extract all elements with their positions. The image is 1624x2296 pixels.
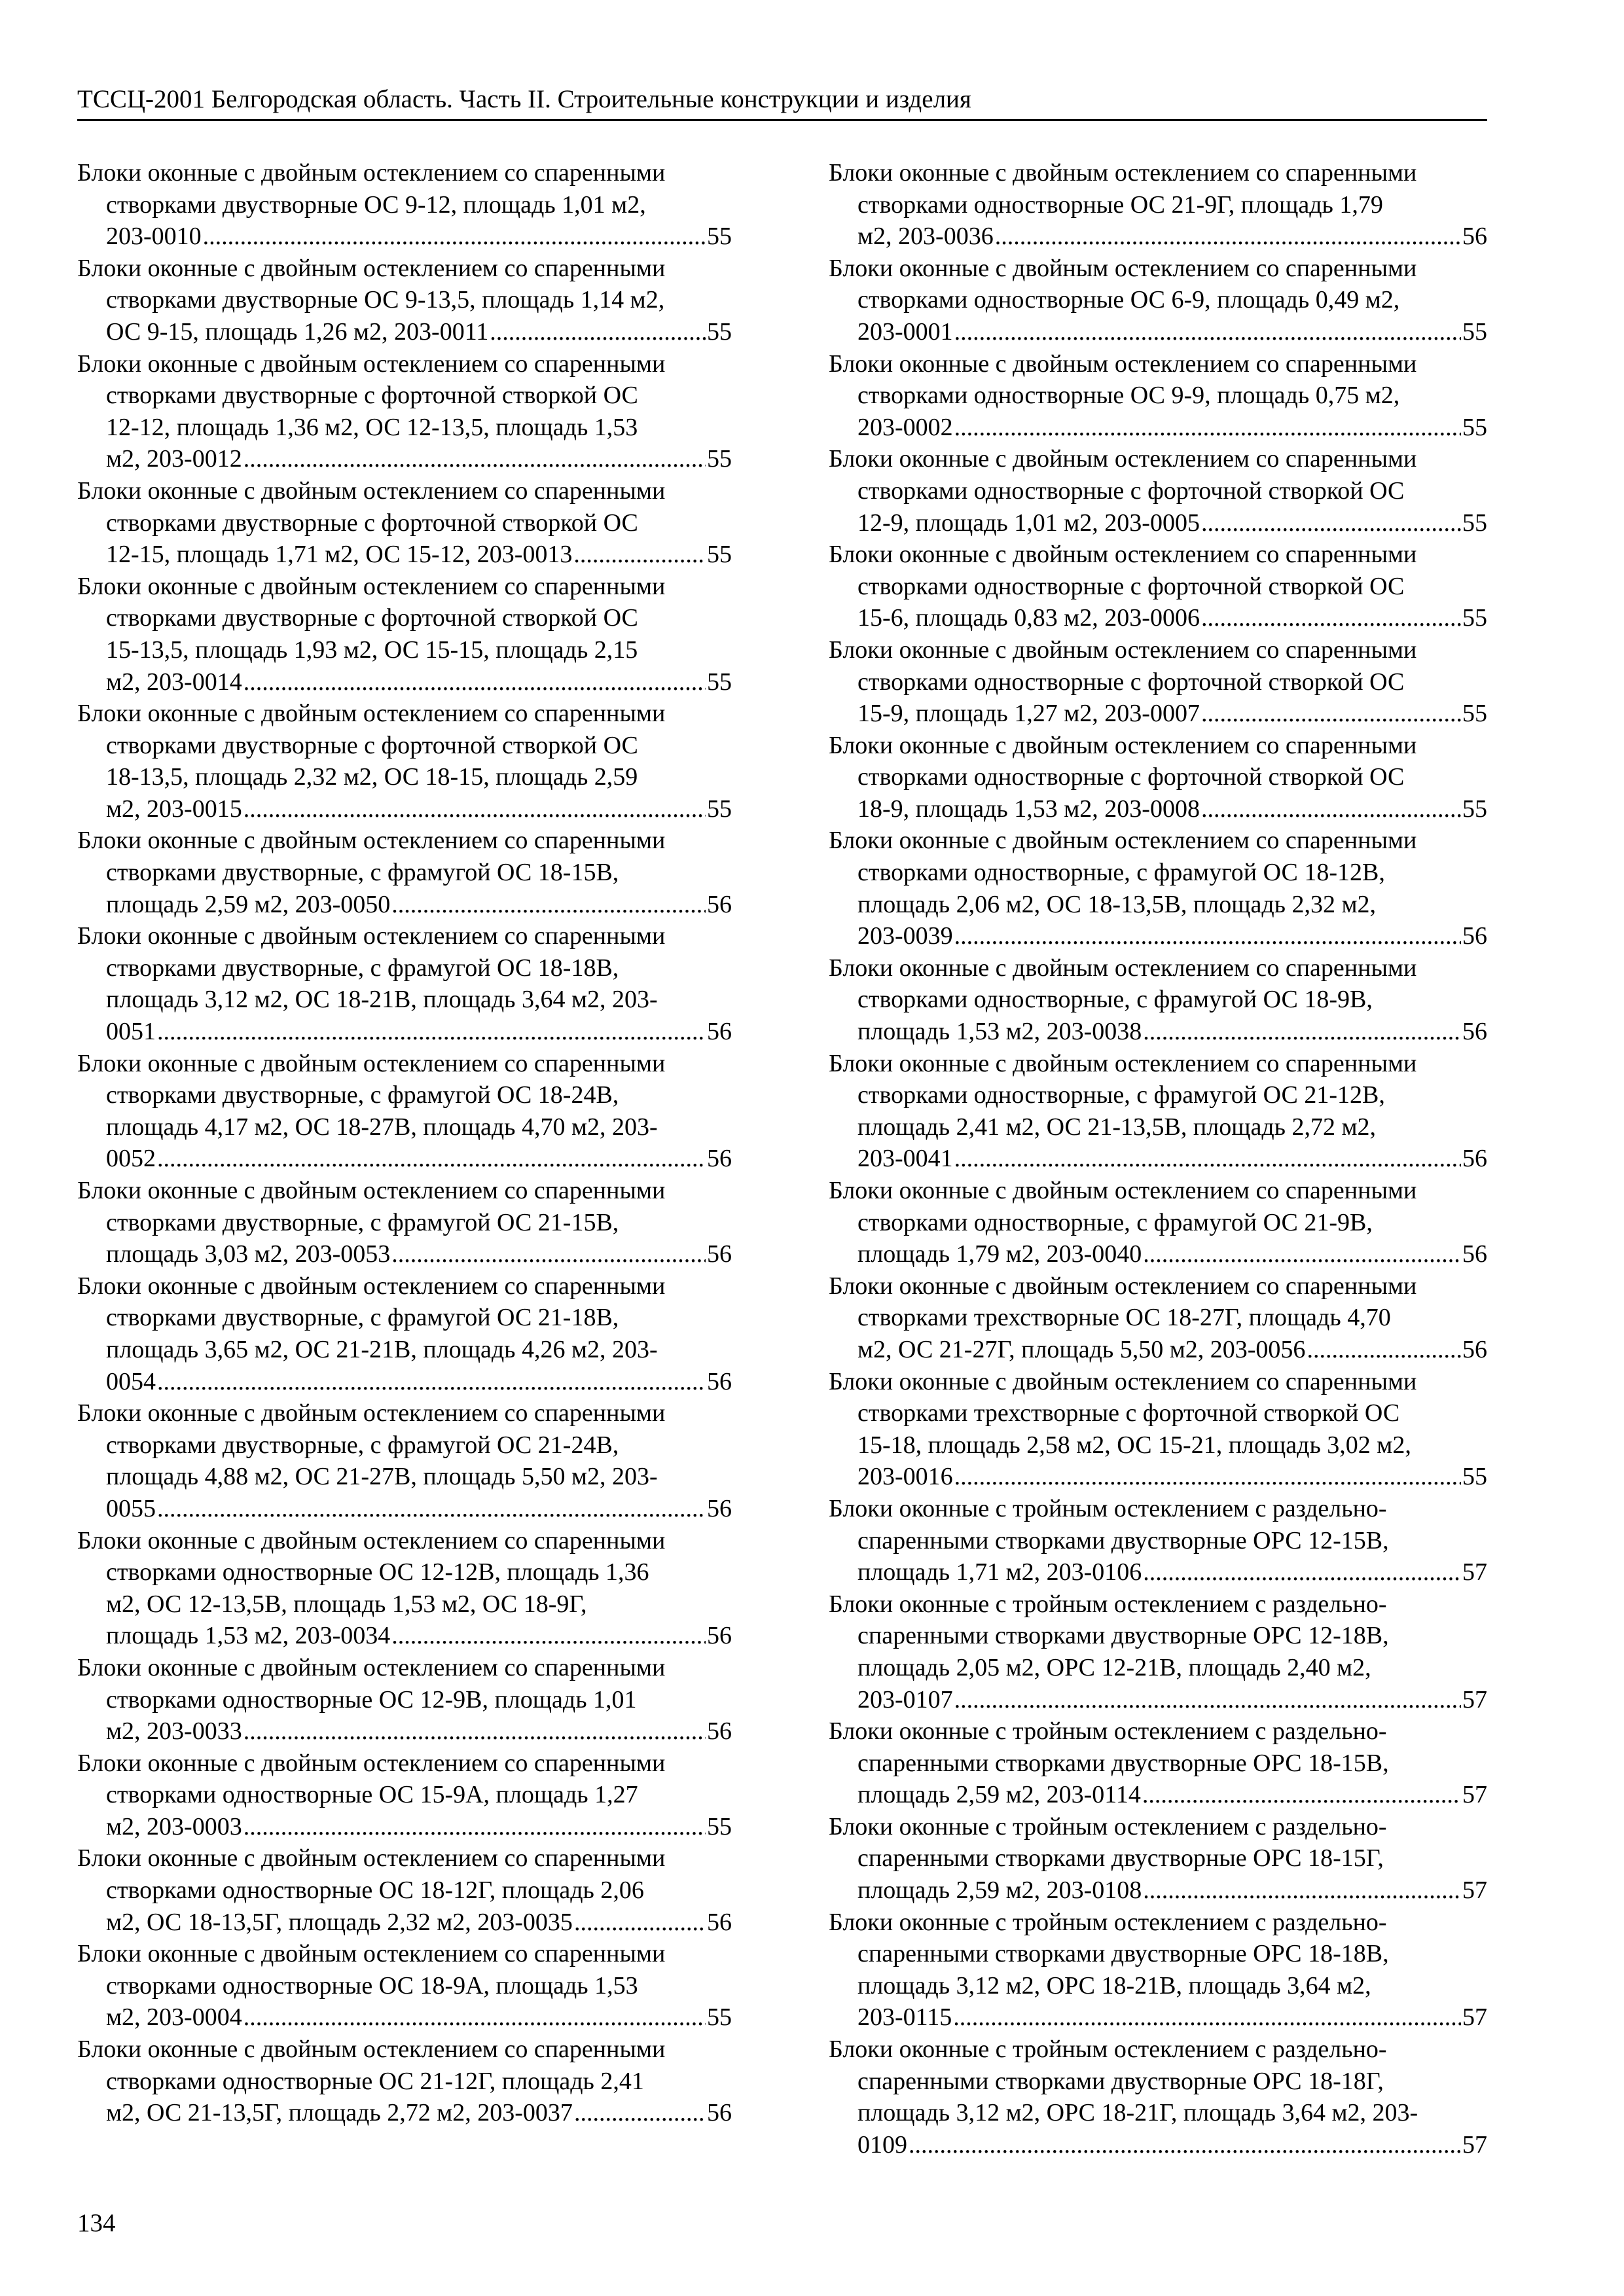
entry-text-line: площадь 2,05 м2, ОРС 12-21В, площадь 2,40 м2, (857, 1653, 1371, 1681)
index-entry (77, 348, 732, 475)
entry-text-line: м2, 203-0014 (106, 668, 242, 696)
dot-leader (244, 1811, 706, 1843)
entry-text-line: створками двустворные с форточной створкой ОС (106, 509, 638, 537)
entry-last-line (77, 793, 732, 825)
entry-page-ref: 55 (707, 795, 732, 823)
entry-text-line: створками одностворные ОС 9-9, площадь 0,75 м2, (857, 382, 1400, 410)
dot-leader (1143, 1556, 1461, 1588)
entry-text-line: створками одностворные ОС 18-9А, площадь 1,53 (106, 1971, 638, 2000)
entry-text-line: Блоки оконные с двойным остеклением со спаренными (77, 159, 666, 187)
entry-page-ref: 56 (707, 1717, 732, 1746)
entry-text-line: м2, 203-0015 (106, 795, 242, 823)
dot-leader (1307, 1334, 1461, 1366)
entry-text-line: створками двустворные, с фрамугой ОС 18-15В, (106, 859, 619, 887)
entry-text-line: 15-13,5, площадь 1,93 м2, ОС 15-15, площадь 2,15 (106, 636, 638, 664)
entry-text-line: 0054 (106, 1367, 156, 1395)
entry-text-line: м2, 203-0036 (857, 223, 994, 251)
entry-text-line: створками одностворные ОС 6-9, площадь 0,49 м2, (857, 286, 1400, 314)
entry-last-line (77, 221, 732, 253)
entry-text-line: Блоки оконные с двойным остеклением со спаренными (829, 254, 1417, 282)
index-entry (77, 253, 732, 348)
entry-text-line: Блоки оконные с тройным остеклением с раздельно- (829, 1590, 1387, 1618)
index-entry (829, 1175, 1487, 1270)
entry-page-ref: 57 (1462, 2003, 1487, 2032)
entry-text-line: створками двустворные, с фрамугой ОС 21-18В, (106, 1304, 619, 1332)
dot-leader (954, 316, 1461, 348)
entry-text-line: Блоки оконные с двойным остеклением со спаренными (77, 254, 666, 282)
entry-text-line: площадь 2,41 м2, ОС 21-13,5В, площадь 2,72 м2, (857, 1113, 1377, 1141)
entry-text-line: Блоки оконные с двойным остеклением со спаренными (829, 731, 1417, 759)
entry-text-line: м2, ОС 18-13,5Г, площадь 2,32 м2, 203-0035 (106, 1908, 573, 1936)
index-entry (77, 920, 732, 1047)
page-number: 134 (77, 2209, 116, 2237)
entry-last-line (77, 1620, 732, 1652)
entry-text-line: створками трехстворные ОС 18-27Г, площадь 4,70 (857, 1304, 1391, 1332)
entry-text-line: 18-13,5, площадь 2,32 м2, ОС 18-15, площадь 2,59 (106, 763, 638, 791)
entry-text-line: спаренными створками двустворные ОРС 18-15В, (857, 1749, 1389, 1777)
entry-page-ref: 56 (1462, 1240, 1487, 1268)
index-entry (77, 825, 732, 920)
entry-last-line (77, 1238, 732, 1270)
entry-text-line: створками трехстворные с форточной створкой ОС (857, 1399, 1400, 1427)
entry-text-line: 203-0115 (857, 2003, 952, 2032)
index-entry (829, 1715, 1487, 1811)
index-entry (77, 157, 732, 253)
entry-last-line (77, 1715, 732, 1748)
index-entry (829, 825, 1487, 952)
dot-leader (391, 889, 706, 921)
entry-text-line: 203-0041 (857, 1145, 953, 1173)
dot-leader (954, 1461, 1461, 1493)
entry-text-line: Блоки оконные с двойным остеклением со спаренными (77, 1940, 666, 1968)
entry-text-line: площадь 4,88 м2, ОС 21-27В, площадь 5,50 м2, 203- (106, 1463, 658, 1491)
dot-leader (954, 920, 1461, 952)
entry-text-line: Блоки оконные с двойным остеклением со спаренными (77, 700, 666, 728)
entry-text-line: спаренными створками двустворные ОРС 18-15Г, (857, 1844, 1384, 1873)
entry-page-ref: 56 (1462, 1018, 1487, 1046)
dot-leader (953, 2001, 1461, 2034)
entry-text-line: площадь 2,59 м2, 203-0108 (857, 1876, 1142, 1905)
index-entry (77, 1048, 732, 1175)
entry-last-line (77, 1143, 732, 1175)
entry-text-line: спаренными створками двустворные ОРС 12-15В, (857, 1526, 1389, 1554)
dot-leader (244, 2001, 706, 2034)
entry-page-ref: 56 (707, 890, 732, 918)
entry-last-line (829, 1779, 1487, 1811)
entry-text-line: Блоки оконные с двойным остеклением со спаренными (829, 1049, 1417, 1077)
entry-text-line: створками одностворные, с фрамугой ОС 18-9В, (857, 986, 1373, 1014)
entry-page-ref: 56 (707, 1018, 732, 1046)
entry-page-ref: 56 (707, 1494, 732, 1522)
dot-leader (954, 412, 1461, 444)
entry-text-line: 203-0010 (106, 223, 202, 251)
dot-leader (391, 1620, 706, 1652)
entry-text-line: створками двустворные, с фрамугой ОС 18-18В, (106, 954, 619, 982)
dot-leader (1143, 1238, 1461, 1270)
dot-leader (244, 666, 706, 698)
entry-text-line: Блоки оконные с двойным остеклением со спаренными (77, 572, 666, 600)
index-entry (829, 1493, 1487, 1588)
entry-text-line: створками одностворные с форточной створкой ОС (857, 476, 1405, 505)
entry-text-line: Блоки оконные с двойным остеклением со спаренными (77, 1177, 666, 1204)
entry-text-line: площадь 3,12 м2, ОРС 18-21В, площадь 3,64 м2, (857, 1971, 1371, 2000)
entry-text-line: м2, 203-0003 (106, 1812, 242, 1840)
entry-text-line: 0052 (106, 1145, 156, 1173)
dot-leader (244, 793, 706, 825)
entry-page-ref: 56 (707, 2099, 732, 2127)
dot-leader (157, 1493, 706, 1525)
entry-text-line: площадь 3,65 м2, ОС 21-21В, площадь 4,26 м2, 203- (106, 1335, 658, 1363)
entry-text-line: створками одностворные ОС 18-12Г, площадь 2,06 (106, 1876, 644, 1905)
entry-text-line: площадь 1,71 м2, 203-0106 (857, 1558, 1142, 1587)
entry-page-ref: 56 (1462, 223, 1487, 251)
entry-text-line: створками одностворные ОС 12-9В, площадь 1,01 (106, 1685, 637, 1713)
running-header (77, 81, 1487, 121)
entry-text-line: спаренными створками двустворные ОРС 18-18Г, (857, 2067, 1384, 2095)
dot-leader (391, 1238, 706, 1270)
index-entry (77, 1652, 732, 1748)
entry-text-line: Блоки оконные с двойным остеклением со спаренными (77, 1049, 666, 1077)
entry-text-line: 15-6, площадь 0,83 м2, 203-0006 (857, 604, 1200, 632)
entry-text-line: створками двустворные, с фрамугой ОС 21-15В, (106, 1208, 619, 1236)
entry-text-line: Блоки оконные с двойным остеклением со спаренными (829, 1177, 1417, 1204)
entry-page-ref: 56 (707, 1367, 732, 1395)
entry-text-line: Блоки оконные с двойным остеклением со спаренными (829, 636, 1417, 664)
index-entry (829, 1048, 1487, 1175)
entry-text-line: створками одностворные ОС 12-12В, площадь 1,36 (106, 1558, 649, 1587)
entry-text-line: Блоки оконные с двойным остеклением со спаренными (829, 541, 1417, 569)
index-entry (829, 1588, 1487, 1715)
index-entry (77, 1175, 732, 1270)
entry-text-line: 203-0039 (857, 922, 953, 950)
dot-leader (574, 2097, 706, 2129)
index-entry (829, 2034, 1487, 2161)
entry-text-line: 15-9, площадь 1,27 м2, 203-0007 (857, 700, 1200, 728)
entry-page-ref: 57 (1462, 1558, 1487, 1587)
entry-page-ref: 55 (707, 541, 732, 569)
entry-last-line (77, 889, 732, 921)
entry-page-ref: 55 (707, 445, 732, 473)
entry-page-ref: 55 (1462, 317, 1487, 346)
entry-text-line: створками двустворные с форточной створкой ОС (106, 604, 638, 632)
entry-page-ref: 57 (1462, 1685, 1487, 1713)
entry-page-ref: 56 (707, 1240, 732, 1268)
entry-text-line: Блоки оконные с двойным остеклением со спаренными (77, 1272, 666, 1300)
entry-last-line (829, 1461, 1487, 1493)
entry-text-line: Блоки оконные с двойным остеклением со спаренными (829, 159, 1417, 187)
entry-last-line (829, 316, 1487, 348)
index-entry (829, 730, 1487, 825)
index-column-left (77, 157, 732, 2129)
entry-text-line: 0055 (106, 1494, 156, 1522)
entry-text-line: площадь 2,06 м2, ОС 18-13,5В, площадь 2,32 м2, (857, 890, 1377, 918)
entry-page-ref: 56 (707, 1908, 732, 1936)
entry-page-ref: 56 (1462, 1335, 1487, 1363)
entry-last-line (829, 412, 1487, 444)
entry-text-line: площадь 3,12 м2, ОРС 18-21Г, площадь 3,64 м2, 203- (857, 2099, 1418, 2127)
entry-text-line: 0109 (857, 2130, 907, 2159)
entry-text-line: м2, ОС 21-27Г, площадь 5,50 м2, 203-0056 (857, 1335, 1306, 1363)
index-entry (829, 539, 1487, 634)
entry-text-line: створками двустворные ОС 9-13,5, площадь 1,14 м2, (106, 286, 665, 314)
entry-text-line: Блоки оконные с двойным остеклением со спаренными (77, 350, 666, 378)
index-entry (77, 475, 732, 571)
entry-last-line (77, 1907, 732, 1939)
entry-text-line: площадь 4,17 м2, ОС 18-27В, площадь 4,70 м2, 203- (106, 1113, 658, 1141)
entry-last-line (829, 698, 1487, 730)
entry-text-line: ОС 9-15, площадь 1,26 м2, 203-0011 (106, 317, 489, 346)
index-entry (829, 1366, 1487, 1493)
entry-text-line: площадь 2,59 м2, 203-0050 (106, 890, 391, 918)
entry-text-line: 12-12, площадь 1,36 м2, ОС 12-13,5, площадь 1,53 (106, 413, 638, 441)
entry-last-line (77, 1493, 732, 1525)
index-entry (77, 698, 732, 825)
entry-last-line (829, 1143, 1487, 1175)
dot-leader (909, 2129, 1461, 2161)
entry-page-ref: 57 (1462, 2130, 1487, 2159)
entry-text-line: Блоки оконные с двойным остеклением со спаренными (829, 350, 1417, 378)
entry-page-ref: 55 (707, 223, 732, 251)
entry-last-line (829, 507, 1487, 539)
entry-page-ref: 55 (707, 1812, 732, 1840)
entry-text-line: 203-0001 (857, 317, 953, 346)
entry-text-line: 12-9, площадь 1,01 м2, 203-0005 (857, 509, 1200, 537)
entry-last-line (829, 1016, 1487, 1048)
entry-last-line (829, 221, 1487, 253)
entry-page-ref: 56 (707, 1622, 732, 1650)
dot-leader (1201, 698, 1461, 730)
entry-text-line: площадь 1,79 м2, 203-0040 (857, 1240, 1142, 1268)
entry-last-line (829, 793, 1487, 825)
entry-text-line: створками одностворные ОС 15-9А, площадь 1,27 (106, 1781, 638, 1809)
entry-text-line: м2, 203-0033 (106, 1717, 242, 1746)
dot-leader (203, 221, 706, 253)
entry-text-line: площадь 1,53 м2, 203-0034 (106, 1622, 391, 1650)
entry-text-line: Блоки оконные с тройным остеклением с раздельно- (829, 1494, 1387, 1522)
entry-text-line: спаренными створками двустворные ОРС 18-18В, (857, 1940, 1389, 1968)
dot-leader (1201, 507, 1461, 539)
entry-text-line: створками одностворные с форточной створкой ОС (857, 572, 1405, 600)
entry-text-line: 203-0107 (857, 1685, 953, 1713)
index-entry (77, 1842, 732, 1938)
entry-page-ref: 56 (1462, 922, 1487, 950)
entry-page-ref: 56 (707, 1145, 732, 1173)
entry-text-line: створками одностворные ОС 21-9Г, площадь 1,79 (857, 190, 1383, 219)
entry-last-line (77, 539, 732, 571)
entry-page-ref: 55 (707, 668, 732, 696)
entry-text-line: Блоки оконные с двойным остеклением со спаренными (77, 1653, 666, 1681)
entry-text-line: Блоки оконные с двойным остеклением со спаренными (77, 922, 666, 950)
entry-text-line: Блоки оконные с двойным остеклением со спаренными (829, 1272, 1417, 1300)
entry-text-line: 0051 (106, 1018, 156, 1046)
entry-page-ref: 55 (1462, 413, 1487, 441)
entry-text-line: Блоки оконные с тройным остеклением с раздельно- (829, 1717, 1387, 1746)
dot-leader (573, 539, 706, 571)
entry-text-line: створками одностворные, с фрамугой ОС 18-12В, (857, 859, 1385, 887)
entry-text-line: створками двустворные, с фрамугой ОС 18-24В, (106, 1081, 619, 1109)
entry-text-line: 203-0002 (857, 413, 953, 441)
entry-text-line: Блоки оконные с двойным остеклением со спаренными (77, 2036, 666, 2064)
header-title: ТССЦ-2001 Белгородская область. Часть II. Строительные конструкции и изделия (77, 85, 971, 113)
entry-text-line: створками одностворные ОС 21-12Г, площадь 2,41 (106, 2067, 644, 2095)
entry-text-line: Блоки оконные с двойным остеклением со спаренными (829, 827, 1417, 855)
index-entry (829, 348, 1487, 444)
entry-last-line (829, 1556, 1487, 1588)
index-entry (829, 1270, 1487, 1366)
index-entry (829, 952, 1487, 1048)
index-entry (829, 634, 1487, 730)
index-entry (829, 157, 1487, 253)
entry-text-line: Блоки оконные с тройным остеклением с раздельно- (829, 1908, 1387, 1936)
entry-text-line: м2, 203-0012 (106, 445, 242, 473)
entry-text-line: площадь 1,53 м2, 203-0038 (857, 1018, 1142, 1046)
dot-leader (995, 221, 1461, 253)
entry-text-line: 12-15, площадь 1,71 м2, ОС 15-12, 203-0013 (106, 541, 573, 569)
dot-leader (954, 1684, 1461, 1716)
index-entry (77, 1938, 732, 2034)
entry-page-ref: 55 (1462, 795, 1487, 823)
entry-text-line: Блоки оконные с двойным остеклением со спаренными (77, 1526, 666, 1554)
entry-text-line: Блоки оконные с двойным остеклением со спаренными (77, 1399, 666, 1427)
entry-text-line: створками одностворные с форточной створкой ОС (857, 668, 1405, 696)
entry-text-line: площадь 3,03 м2, 203-0053 (106, 1240, 391, 1268)
entry-page-ref: 56 (1462, 1145, 1487, 1173)
entry-last-line (77, 1811, 732, 1843)
entry-page-ref: 55 (707, 317, 732, 346)
entry-page-ref: 55 (707, 2003, 732, 2032)
entry-last-line (829, 1684, 1487, 1716)
entry-last-line (829, 920, 1487, 952)
index-entry (77, 1397, 732, 1524)
dot-leader (1142, 1779, 1461, 1811)
entry-text-line: створками двустворные ОС 9-12, площадь 1,01 м2, (106, 190, 646, 219)
entry-text-line: м2, ОС 12-13,5В, площадь 1,53 м2, ОС 18-9Г, (106, 1590, 587, 1618)
entry-last-line (77, 1366, 732, 1398)
entry-last-line (77, 443, 732, 475)
entry-text-line: площадь 3,12 м2, ОС 18-21В, площадь 3,64 м2, 203- (106, 986, 658, 1014)
entry-page-ref: 55 (1462, 1463, 1487, 1491)
index-entry (77, 1748, 732, 1843)
entry-text-line: Блоки оконные с двойным остеклением со спаренными (77, 1844, 666, 1873)
entry-text-line: 18-9, площадь 1,53 м2, 203-0008 (857, 795, 1200, 823)
entry-text-line: Блоки оконные с двойным остеклением со спаренными (77, 1749, 666, 1777)
index-column-right (829, 157, 1487, 2161)
entry-last-line (829, 1874, 1487, 1907)
entry-text-line: 15-18, площадь 2,58 м2, ОС 15-21, площадь 3,02 м2, (857, 1431, 1411, 1459)
dot-leader (244, 443, 706, 475)
entry-last-line (829, 602, 1487, 634)
entry-text-line: створками одностворные, с фрамугой ОС 21-12В, (857, 1081, 1385, 1109)
dot-leader (1201, 602, 1461, 634)
entry-text-line: створками одностворные с форточной створкой ОС (857, 763, 1405, 791)
entry-text-line: площадь 2,59 м2, 203-0114 (857, 1781, 1141, 1809)
entry-last-line (77, 1016, 732, 1048)
entry-page-ref: 57 (1462, 1876, 1487, 1905)
entry-text-line: створками двустворные с форточной створкой ОС (106, 382, 638, 410)
entry-text-line: Блоки оконные с тройным остеклением с раздельно- (829, 1812, 1387, 1840)
dot-leader (1201, 793, 1461, 825)
entry-last-line (77, 666, 732, 698)
entry-last-line (829, 1334, 1487, 1366)
entry-last-line (77, 316, 732, 348)
entry-text-line: спаренными створками двустворные ОРС 12-18В, (857, 1622, 1389, 1650)
dot-leader (1143, 1016, 1461, 1048)
entry-page-ref: 57 (1462, 1781, 1487, 1809)
entry-page-ref: 55 (1462, 700, 1487, 728)
entry-text-line: Блоки оконные с тройным остеклением с раздельно- (829, 2036, 1387, 2064)
index-entry (829, 253, 1487, 348)
index-entry (829, 1907, 1487, 2034)
dot-leader (1143, 1874, 1461, 1907)
dot-leader (157, 1016, 706, 1048)
index-entry (77, 2034, 732, 2129)
entry-last-line (77, 2097, 732, 2129)
entry-text-line: Блоки оконные с двойным остеклением со спаренными (829, 445, 1417, 473)
index-entry (77, 571, 732, 698)
entry-text-line: Блоки оконные с двойным остеклением со спаренными (829, 954, 1417, 982)
entry-text-line: створками двустворные с форточной створкой ОС (106, 731, 638, 759)
entry-last-line (829, 2001, 1487, 2034)
entry-text-line: створками двустворные, с фрамугой ОС 21-24В, (106, 1431, 619, 1459)
entry-last-line (829, 1238, 1487, 1270)
index-entry (829, 443, 1487, 539)
dot-leader (954, 1143, 1461, 1175)
index-entry (829, 1811, 1487, 1907)
entry-text-line: створками одностворные, с фрамугой ОС 21-9В, (857, 1208, 1373, 1236)
entry-page-ref: 55 (1462, 509, 1487, 537)
entry-last-line (829, 2129, 1487, 2161)
dot-leader (157, 1366, 706, 1398)
entry-text-line: Блоки оконные с двойным остеклением со спаренными (77, 476, 666, 505)
entry-text-line: Блоки оконные с двойным остеклением со спаренными (77, 827, 666, 855)
dot-leader (574, 1907, 706, 1939)
entry-text-line: м2, 203-0004 (106, 2003, 242, 2032)
dot-leader (490, 316, 706, 348)
entry-text-line: м2, ОС 21-13,5Г, площадь 2,72 м2, 203-0037 (106, 2099, 573, 2127)
index-entry (77, 1525, 732, 1652)
entry-page-ref: 55 (1462, 604, 1487, 632)
dot-leader (244, 1715, 706, 1748)
entry-text-line: 203-0016 (857, 1463, 953, 1491)
dot-leader (157, 1143, 706, 1175)
entry-last-line (77, 2001, 732, 2034)
index-entry (77, 1270, 732, 1397)
entry-text-line: Блоки оконные с двойным остеклением со спаренными (829, 1367, 1417, 1395)
